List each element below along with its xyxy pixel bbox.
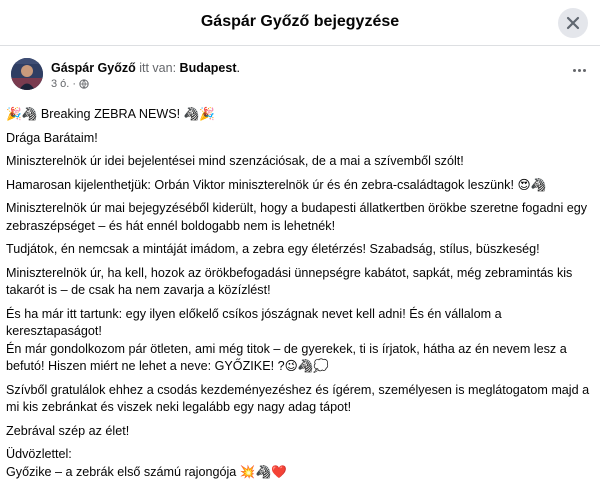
location-prefix: itt van: <box>139 61 177 75</box>
author-avatar[interactable] <box>11 58 43 90</box>
post-meta <box>51 78 89 90</box>
globe-icon <box>79 79 89 89</box>
more-options-button[interactable] <box>569 62 589 78</box>
location-link[interactable]: Budapest <box>179 61 237 75</box>
post-paragraph: Hamarosan kijelenthetjük: Orbán Viktor miniszterelnök úr és én zebra-családtagok leszünk! 😍🦓 <box>6 177 547 192</box>
post-text <box>6 106 594 486</box>
post-paragraph: 🎉🦓 Breaking ZEBRA NEWS! 🦓🎉 <box>6 107 215 121</box>
post-paragraph: Drága Barátaim! <box>6 130 98 145</box>
post-time[interactable]: 3 ó. <box>51 78 70 90</box>
post-paragraph: Zebrával szép az élet! <box>6 423 130 438</box>
post-paragraph: Tudjátok, én nemcsak a mintáját imádom, a zebra egy életérzés! Szabadság, stílus, büszkeség! <box>6 242 540 256</box>
post-paragraph: Miniszterelnök úr, ha kell, hozok az örökbefogadási ünnepségre kabátot, sapkát, még zebramintás kis takarót is – de csak ha nem zavarja a közízlést! <box>6 265 573 297</box>
post-paragraph: Én már gondolkozom pár ötleten, ami még titok – de gyerekek, ti is írjatok, hátha az én nevem lesz a befutó! Hiszen miért ne lehet a neve: GYŐZIKE! ?😉🦓💭 <box>6 341 567 373</box>
post-paragraph: Miniszterelnök úr mai bejegyzéséből kiderült, hogy a budapesti állatkertben örökbe szeretne fogadni egy zebraszépséget – és hát ennél boldogabb nem is lehetnék! <box>6 201 588 233</box>
more-horizontal-icon <box>573 69 576 72</box>
dialog-header <box>0 0 600 46</box>
meta-separator: · <box>72 78 77 90</box>
close-button[interactable] <box>558 8 588 38</box>
post-header <box>11 58 589 98</box>
post-paragraph: Üdvözlettel: <box>6 447 72 461</box>
post-paragraph: Győzike – a zebrák első számú rajongója 💥🦓❤️ <box>6 464 287 479</box>
post-paragraph: Szívből gratulálok ehhez a csodás kezdeményezéshez és ígérem, személyesen is meglátogatom majd a mi kis zebránkat és viszek neki legalább egy nagy adag tápot! <box>6 382 590 414</box>
dialog-title: Gáspár Győző bejegyzése <box>200 13 400 30</box>
post-paragraph: Miniszterelnök úr idei bejelentései mind szenzációsak, de a mai a szívemből szólt! <box>6 154 464 168</box>
author-name[interactable]: Gáspár Győző <box>51 61 136 75</box>
post-paragraph: És ha már itt tartunk: egy ilyen előkelő csíkos jószágnak nevet kell adni! És én vállalom a keresztapaságot! <box>6 306 502 338</box>
location-suffix: . <box>236 61 240 75</box>
author-line <box>51 61 240 75</box>
close-icon <box>566 16 580 30</box>
avatar-image <box>11 58 43 90</box>
